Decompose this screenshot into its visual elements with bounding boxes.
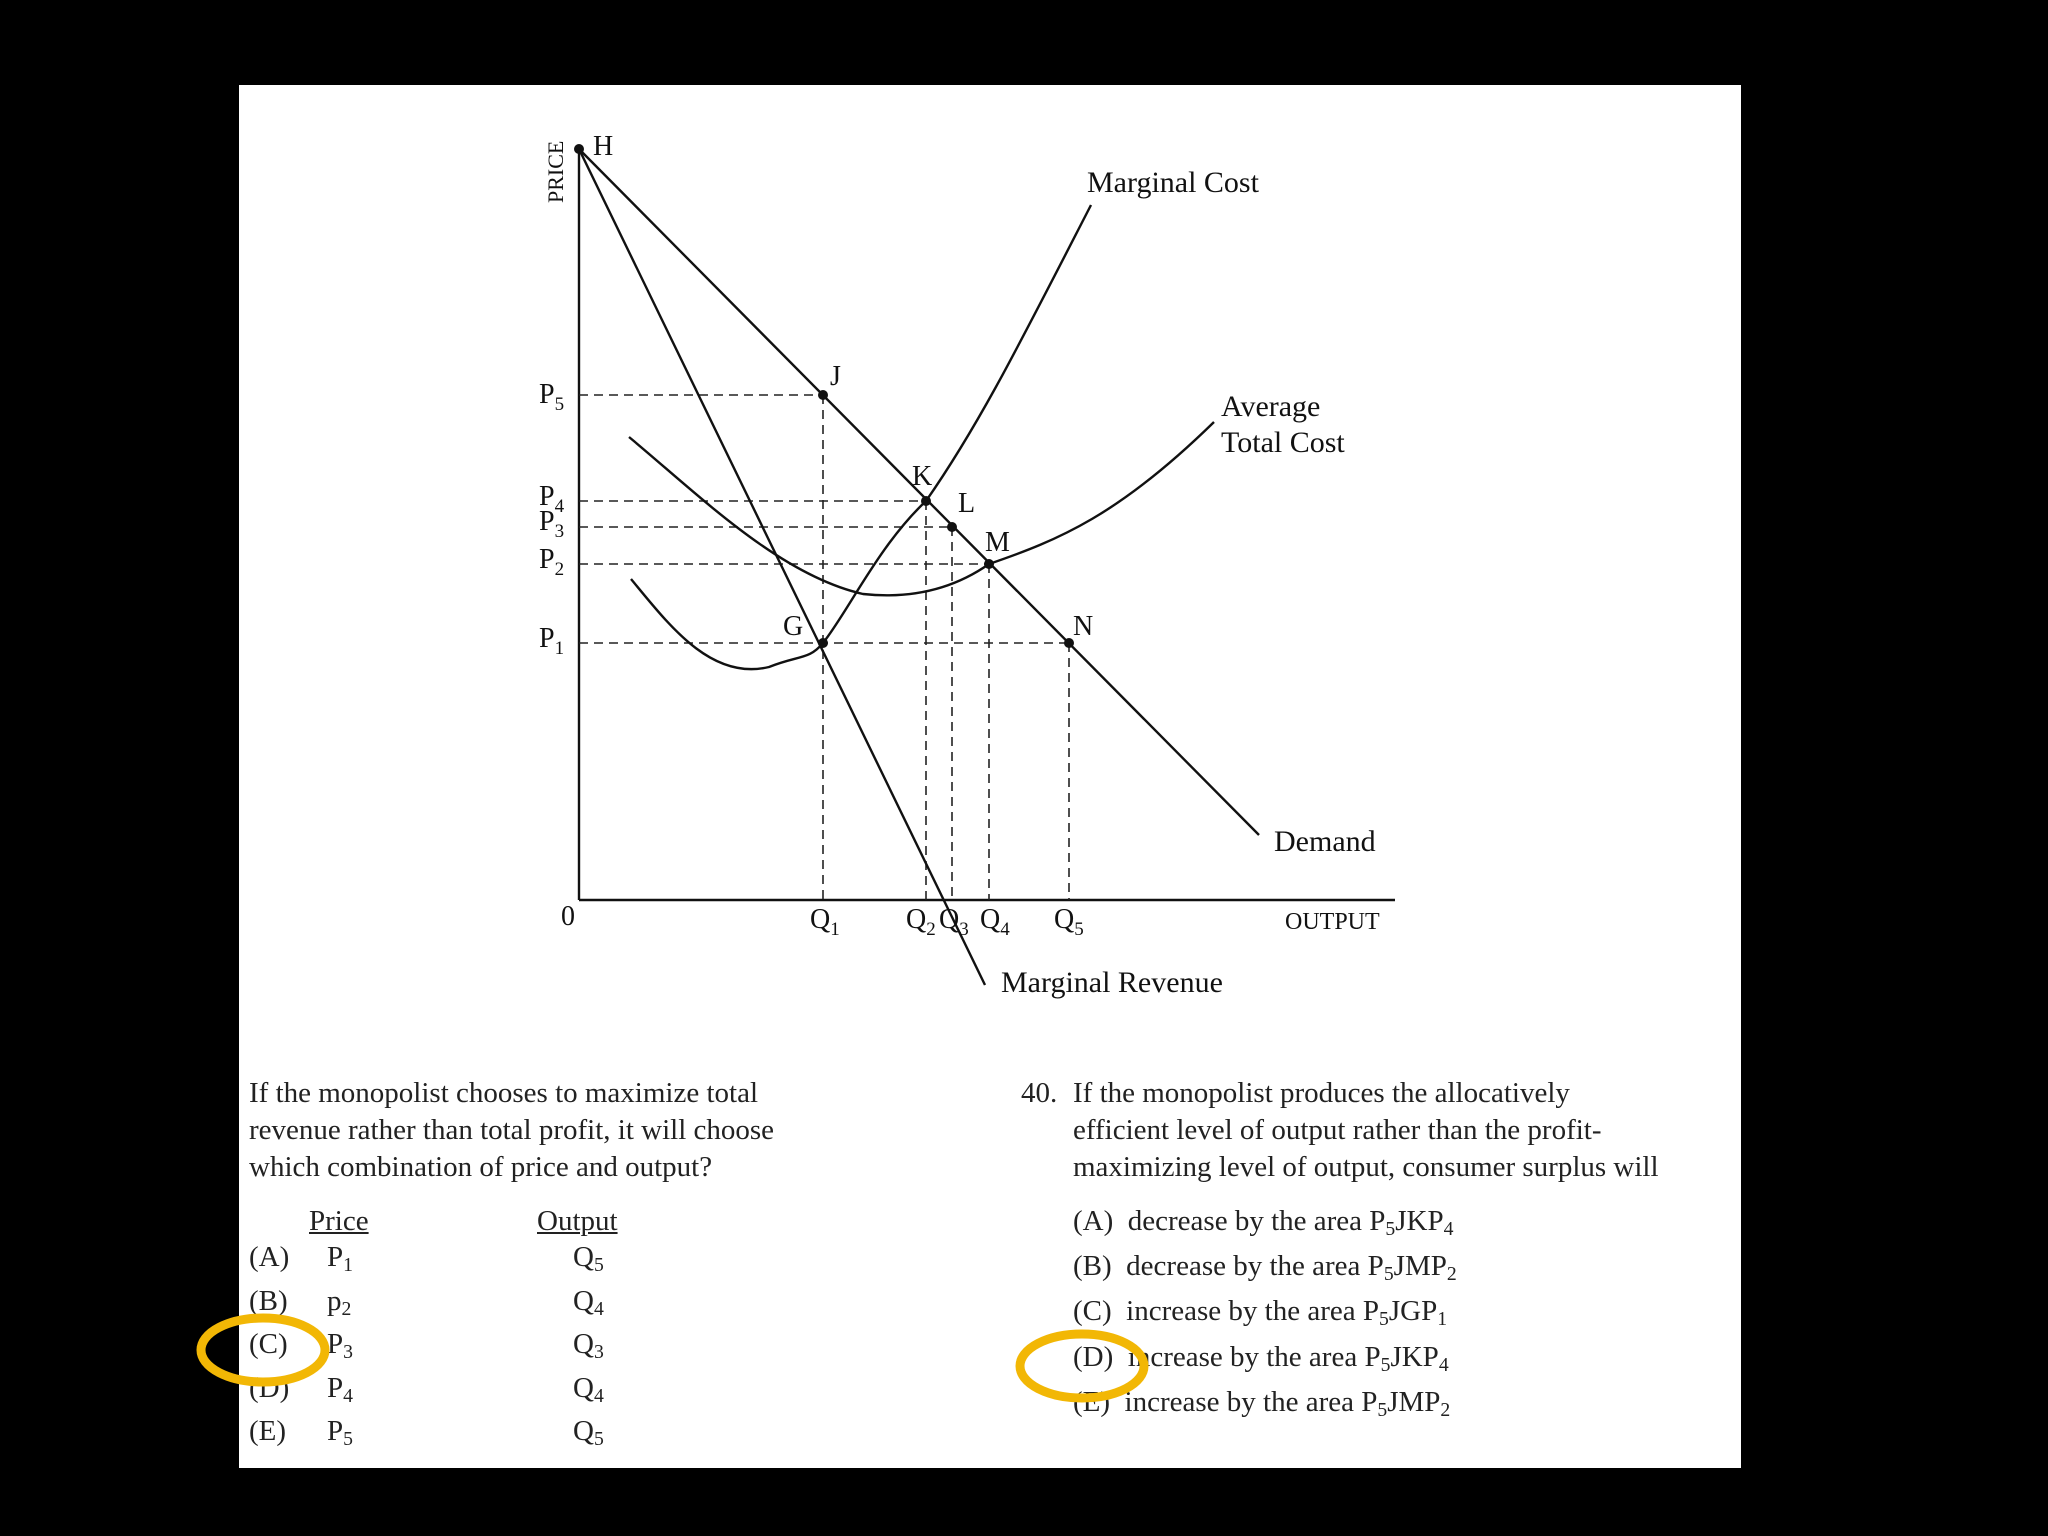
option-price: $P_5$ xyxy=(327,1415,353,1450)
output-label-q1: $Q_1$ xyxy=(810,904,840,940)
option-price: $p_2$ xyxy=(327,1285,352,1320)
option-letter: (E) xyxy=(249,1415,287,1447)
demand-curve xyxy=(579,149,1259,835)
price-label-p5: $P_5$ xyxy=(539,379,565,415)
atc-label-line2: Total Cost xyxy=(1221,426,1345,459)
point-label-n: N xyxy=(1073,611,1094,642)
option-output: $Q_4$ xyxy=(573,1285,604,1320)
question40-option-c[interactable]: (C) increase by the area $P_5JGP_1$ xyxy=(1073,1295,1448,1330)
price-label-p4: $P_4$ xyxy=(539,481,565,517)
output-label-q4: $Q_4$ xyxy=(980,904,1010,940)
point-label-g: G xyxy=(783,611,804,642)
marginal-cost-label: Marginal Cost xyxy=(1087,166,1259,199)
price-label-p2: $P_2$ xyxy=(539,544,565,580)
question40-number: 40. xyxy=(1021,1077,1058,1109)
option-output: $Q_4$ xyxy=(573,1372,604,1407)
point-label-k: K xyxy=(912,461,933,492)
option-letter: (C) xyxy=(249,1328,288,1360)
output-label-q2: $Q_2$ xyxy=(906,904,936,940)
demand-label: Demand xyxy=(1274,825,1376,858)
question40-option-b[interactable]: (B) decrease by the area $P_5JMP_2$ xyxy=(1073,1250,1457,1285)
question40-option-d[interactable]: (D) increase by the area $P_5JKP_4$ xyxy=(1073,1341,1449,1376)
marginal-cost-curve xyxy=(631,205,1094,669)
x-axis-label: OUTPUT xyxy=(1285,909,1380,935)
option-price: $P_4$ xyxy=(327,1372,353,1407)
option-price: $P_1$ xyxy=(327,1241,353,1276)
point-label-m: M xyxy=(985,527,1010,558)
point-label-l: L xyxy=(958,488,976,519)
exam-page xyxy=(239,85,1741,1468)
question40-option-a[interactable]: (A) decrease by the area $P_5JKP_4$ xyxy=(1073,1205,1454,1240)
marginal-revenue-curve xyxy=(579,149,985,985)
option-letter: (D) xyxy=(249,1372,290,1404)
monopoly-diagram xyxy=(239,85,1741,1085)
option-letter: (B) xyxy=(249,1285,288,1317)
point-label-j: J xyxy=(830,361,841,392)
point-label-h: H xyxy=(593,131,614,162)
output-label-q3: $Q_3$ xyxy=(939,904,969,940)
price-label-p3: $P_3$ xyxy=(539,506,565,542)
origin-label: 0 xyxy=(561,901,575,932)
output-column-header: Output xyxy=(537,1205,618,1237)
option-letter: (A) xyxy=(249,1241,290,1273)
output-label-q5: $Q_5$ xyxy=(1054,904,1084,940)
option-price: $P_3$ xyxy=(327,1328,353,1363)
y-axis-label: PRICE xyxy=(543,140,568,203)
price-label-p1: $P_1$ xyxy=(539,623,565,659)
price-column-header: Price xyxy=(309,1205,369,1237)
option-output: $Q_5$ xyxy=(573,1241,604,1276)
atc-label-line1: Average xyxy=(1221,390,1321,423)
option-output: $Q_3$ xyxy=(573,1328,604,1363)
option-output: $Q_5$ xyxy=(573,1415,604,1450)
question40-stem: If the monopolist produces the allocatively efficient level of output rather than the profit- maximizing level of output, consumer surplus will xyxy=(1073,1077,1659,1183)
question40-option-e[interactable]: (E) increase by the area $P_5JMP_2$ xyxy=(1073,1386,1451,1421)
question39-stem: If the monopolist chooses to maximize total revenue rather than total profit, it will choose which combination of price and output? xyxy=(249,1077,775,1183)
marginal-revenue-label: Marginal Revenue xyxy=(1001,966,1223,999)
average-total-cost-curve xyxy=(629,422,1214,595)
